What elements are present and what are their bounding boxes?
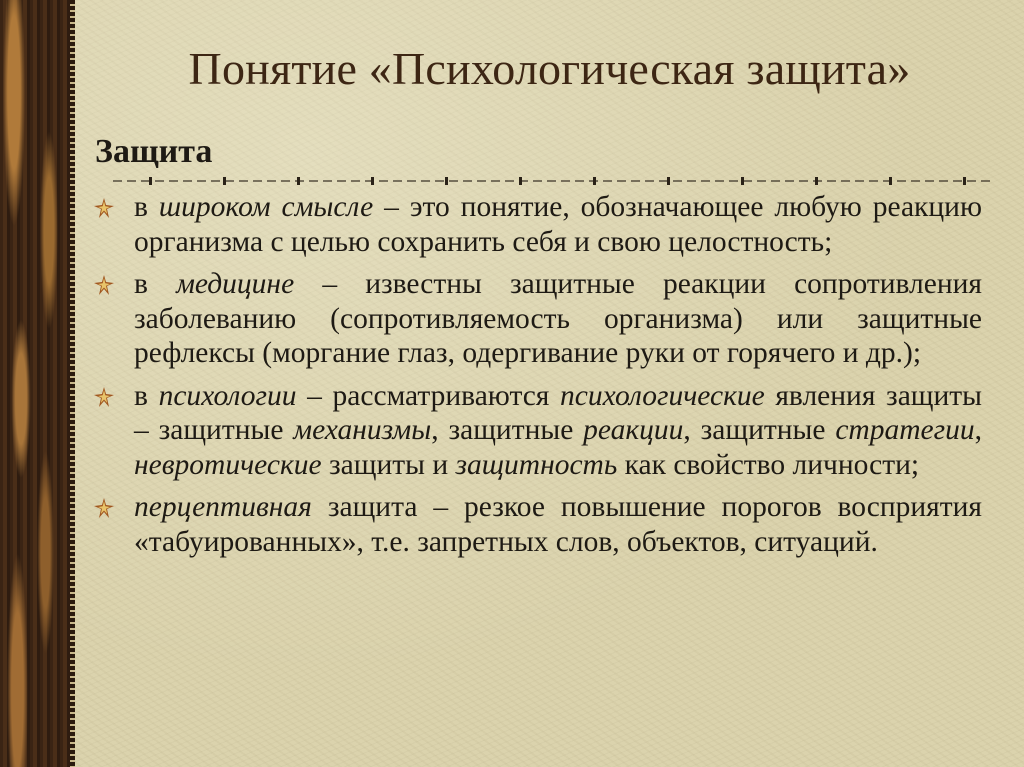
sparkle-star-icon: [94, 387, 114, 407]
sparkle-star-icon: [94, 198, 114, 218]
decorative-side-strip: [0, 0, 70, 767]
italic-term: психологические: [560, 379, 765, 412]
list-item: в психологии – рассматриваются психологические явления защиты – защитные механизмы, защитные реакции, защитные стратегии, невротические защиты и защитность как свойство личности;: [92, 379, 982, 483]
italic-term: защитность: [455, 448, 618, 481]
italic-term: невротические: [134, 448, 322, 481]
decorative-side-border: [70, 0, 75, 767]
slide-title: Понятие «Психологическая защита»: [188, 43, 911, 94]
italic-term: широком смысле: [158, 191, 374, 223]
italic-term: стратегии: [835, 414, 975, 446]
bullet-list: [92, 190, 982, 567]
italic-term: реакции: [583, 414, 684, 446]
italic-term: перцептивная: [134, 491, 312, 523]
list-item: перцептивная защита – резкое повышение порогов восприятия «табуированных», т.е. запретных слов, объектов, ситуаций.: [92, 490, 982, 559]
italic-term: психологии: [158, 379, 297, 412]
section-heading: Защита: [95, 133, 213, 170]
list-item: в широком смысле – это понятие, обозначающее любую реакцию организма с целью сохранить себя и свою целостность;: [92, 190, 982, 259]
sparkle-star-icon: [94, 498, 114, 518]
sparkle-star-icon: [94, 275, 114, 295]
italic-term: медицине: [176, 268, 295, 300]
list-item: в медицине – известны защитные реакции сопротивления заболеванию (сопротивляемость организма) или защитные рефлексы (моргание глаз, одергивание руки от горячего и др.);: [92, 267, 982, 371]
italic-term: механизмы: [293, 414, 432, 446]
dotted-divider: [113, 175, 993, 187]
